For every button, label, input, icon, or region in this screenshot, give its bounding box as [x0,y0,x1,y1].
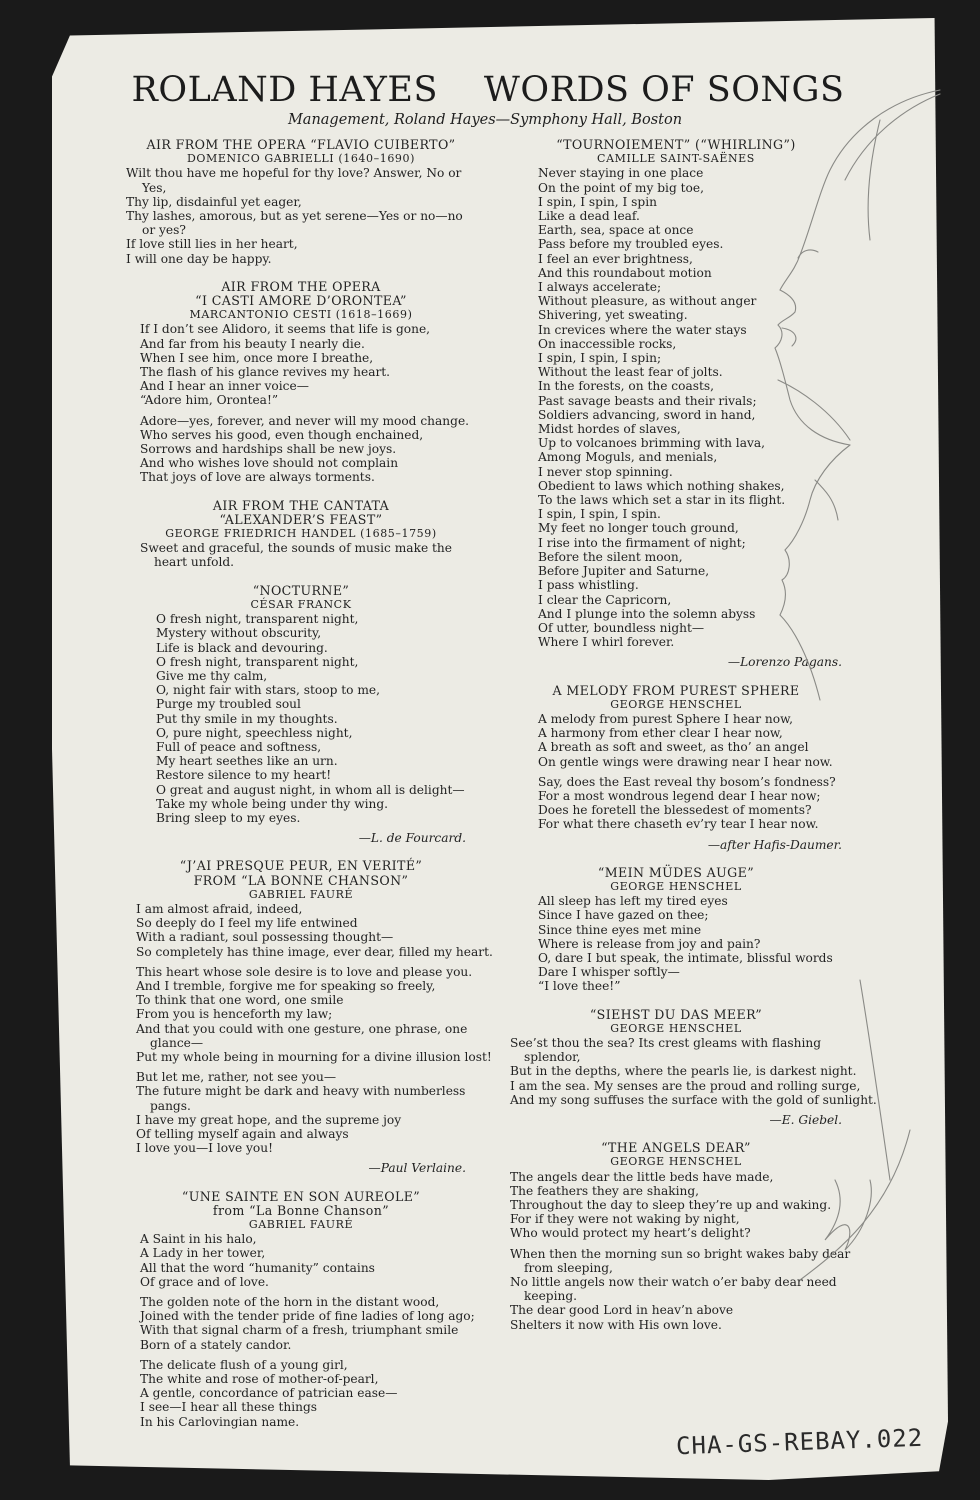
lyric-line: Born of a stately candor. [140,1337,292,1352]
song-block [122,138,480,266]
song-block [122,499,480,570]
lyric-line: In crevices where the water stays [538,322,747,337]
lyric-line: But in the depths, where the pearls lie, is darkest night. [510,1064,857,1079]
song-block [122,1190,480,1429]
lyric-line: With that signal charm of a fresh, triumphant smile [140,1323,459,1338]
lyric-line: “Adore him, Orontea!” [140,393,279,408]
composer: GEORGE HENSCHEL [610,879,742,893]
lyric-line: The dear good Lord in heav’n above [510,1303,734,1318]
lyric-line: I spin, I spin, I spin. [538,507,661,522]
lyric-line: I love you—I love you! [136,1141,274,1156]
stanza [122,1070,480,1155]
lyricist-attribution: —E. Giebel. [769,1113,842,1127]
lyric-line: To the laws which set a star in its flight. [538,493,786,508]
song-title: from “La Bonne Chanson” [212,1202,390,1218]
song-title: “UNE SAINTE EN SON AUREOLE” [181,1188,421,1204]
lyric-line: My feet no longer touch ground, [538,521,739,536]
lyric-line: O great and august night, in whom all is delight— [156,782,465,797]
lyric-line: Joined with the tender pride of fine ladies of long ago; [140,1309,475,1324]
lyric-line: Shelters it now with His own love. [510,1317,722,1332]
lyric-line: Since thine eyes met mine [538,922,702,937]
lyricist-attribution: —Lorenzo Pagans. [727,655,842,670]
lyric-line: Where is release from joy and pain? [538,936,761,951]
lyric-line: For a most wondrous legend dear I hear now; [538,788,821,803]
stanza [496,1035,877,1107]
lyric-line: Where I whirl forever. [538,635,675,650]
lyric-line: For if they were not waking by night, [510,1212,740,1227]
composer: CAMILLE SAINT-SAËNES [597,152,755,166]
lyric-line: glance— [150,1035,204,1050]
lyric-line: On inaccessible rocks, [538,336,677,351]
lyric-line: But let me, rather, not see you— [136,1070,337,1085]
page-title [108,70,868,110]
song-title: AIR FROM THE OPERA “FLAVIO CUIBERTO” [146,137,456,152]
lyric-line: O, dare I but speak, the intimate, blissful words [538,950,833,965]
lyricist-attribution: —after Hafis-Daumer. [707,837,842,852]
lyric-line: Since I have gazed on thee; [538,908,709,923]
lyric-line: A Saint in his halo, [140,1232,257,1247]
song-title: “MEIN MÜDES AUGE” [597,864,755,880]
song-title: “ALEXANDER’S FEAST” [219,511,383,527]
lyric-line: From you is henceforth my law; [136,1007,333,1022]
lyric-line: Shivering, yet sweating. [538,308,688,323]
composer: GEORGE FRIEDRICH HANDEL (1685–1759) [165,527,437,541]
stanza [122,166,480,265]
song-block [122,858,493,1176]
lyric-line: heart unfold. [154,555,235,570]
stanza [122,541,480,569]
lyric-line: Give me thy calm, [156,668,268,683]
lyric-line: Sweet and graceful, the sounds of music make the [140,541,452,556]
song-title: “TOURNOIEMENT” (“WHIRLING”) [556,137,796,152]
song-block [496,1141,856,1332]
stanza [496,894,856,993]
lyric-line: And I plunge into the solemn abyss [538,606,756,621]
lyric-line: Before the silent moon, [538,549,683,564]
stanza [122,612,480,825]
lyric-line: The white and rose of mother-of-pearl, [140,1372,379,1387]
lyric-line: When then the morning sun so bright wakes baby dear [510,1246,851,1261]
lyric-line: O, pure night, speechless night, [156,725,353,740]
lyric-line: The golden note of the horn in the distant wood, [140,1295,440,1310]
lyric-line: The feathers they are shaking, [510,1183,700,1198]
lyric-line: Who serves his good, even though enchained, [140,427,424,442]
song-title: AIR FROM THE CANTATA [212,497,390,513]
right-column [496,137,877,1346]
lyric-line: Throughout the day to sleep they’re up and waking. [510,1198,832,1213]
lyric-line: I will one day be happy. [126,251,272,266]
lyric-line: I have my great hope, and the supreme joy [136,1112,402,1127]
lyric-line: Take my whole being under thy wing. [156,796,389,811]
stanza [122,1295,480,1352]
song-block [496,1006,877,1128]
composer: GEORGE HENSCHEL [610,697,742,711]
lyric-line: A melody from purest Sphere I hear now, [538,711,793,726]
lyric-line: And I hear an inner voice— [140,379,309,394]
song-block [122,280,480,485]
lyric-line: On the point of my big toe, [538,180,704,195]
lyric-line: from sleeping, [524,1260,613,1275]
composer: MARCANTONIO CESTI (1618–1669) [189,308,413,322]
lyric-line: Never staying in one place [538,166,704,181]
lyric-line: The future might be dark and heavy with numberless [136,1084,466,1099]
lyric-line: I spin, I spin, I spin [538,194,657,209]
lyric-line: I pass whistling. [538,578,639,593]
lyric-line: And I tremble, forgive me for speaking so freely, [136,978,436,993]
lyric-line: The flash of his glance revives my heart. [140,365,391,380]
lyric-line: And that you could with one gesture, one phrase, one [136,1021,468,1036]
stanza [496,1247,856,1332]
lyric-line: Of utter, boundless night— [538,620,705,635]
lyric-line: No little angels now their watch o’er baby dear need [510,1275,837,1290]
lyric-line: pangs. [150,1098,191,1113]
lyric-line: O fresh night, transparent night, [156,612,359,627]
song-title: “NOCTURNE” [252,582,350,598]
composer: GABRIEL FAURÉ [248,1218,354,1232]
management-subtitle: Management, Roland Hayes—Symphony Hall, Boston [287,112,683,128]
song-block [496,138,856,670]
lyric-line: I clear the Capricorn, [538,592,672,607]
stanza [122,1232,480,1289]
lyric-line: With a radiant, soul possessing thought— [136,930,394,945]
lyric-line: My heart seethes like an urn. [156,754,338,769]
lyric-line: Of grace and of love. [140,1274,269,1289]
lyric-line: To think that one word, one smile [136,993,344,1008]
lyric-line: O, night fair with stars, stoop to me, [156,683,381,698]
song-title: “SIEHST DU DAS MEER” [589,1006,763,1022]
lyric-line: Among Moguls, and menials, [538,450,718,465]
lyric-line: Up to volcanoes brimming with lava, [538,436,765,451]
lyric-line: I am almost afraid, indeed, [136,901,303,916]
lyric-line: keeping. [524,1289,578,1304]
song-block [496,866,856,994]
lyric-line: Purge my troubled soul [156,697,301,712]
stanza [122,1358,480,1429]
lyric-line: I see—I hear all these things [140,1400,318,1415]
lyric-line: splendor, [524,1050,581,1065]
song-title: AIR FROM THE OPERA [221,278,381,294]
lyric-line: I never stop spinning. [538,464,673,479]
lyric-line: This heart whose sole desire is to love and please you. [136,964,473,979]
composer: GEORGE HENSCHEL [610,1021,742,1035]
lyric-line: “I love thee!” [538,979,621,994]
lyric-line: I spin, I spin, I spin; [538,351,662,366]
lyric-line: Pass before my troubled eyes. [538,237,724,252]
lyric-line: Without the least fear of jolts. [538,365,723,380]
lyric-line: All sleep has left my tired eyes [538,894,728,909]
lyric-line: All that the word “humanity” contains [140,1260,375,1275]
lyric-line: Full of peace and softness, [156,739,322,754]
lyric-line: So deeply do I feel my life entwined [136,916,358,931]
lyric-line: The delicate flush of a young girl, [140,1357,348,1372]
lyric-line: And far from his beauty I nearly die. [140,336,365,351]
lyric-line: Life is black and devouring. [156,640,328,655]
stanza [496,1170,856,1241]
title-name: ROLAND HAYES [131,70,438,110]
lyric-line: The angels dear the little beds have made, [510,1169,774,1184]
lyric-line: Obedient to laws which nothing shakes, [538,478,785,493]
song-title: “J’AI PRESQUE PEUR, EN VERITÉ” [179,858,423,874]
lyric-line: In his Carlovingian name. [140,1414,300,1429]
lyric-line: And who wishes love should not complain [140,456,399,471]
lyricist-attribution: —L. de Fourcard. [358,831,466,846]
composer: GABRIEL FAURÉ [248,887,354,901]
lyric-line: I am the sea. My senses are the proud and rolling surge, [510,1078,861,1093]
lyric-line: That joys of love are always torments. [140,470,375,485]
archive-code-handwritten: CHA-GS-REBAY.022 [675,1423,924,1461]
lyric-line: or yes? [142,223,186,238]
lyric-line: A harmony from ether clear I hear now, [538,726,783,741]
lyric-line: O fresh night, transparent night, [156,654,359,669]
stanza [122,964,492,1064]
lyric-line: Say, does the East reveal thy bosom’s fondness? [538,774,836,789]
stanza [122,901,493,959]
lyric-line: So completely has thine image, ever dear, filled my heart. [136,944,493,959]
composer: CÉSAR FRANCK [250,597,352,611]
song-title: A MELODY FROM PUREST SPHERE [552,682,800,698]
stanza [496,775,856,832]
lyric-line: Thy lip, disdainful yet eager, [126,194,302,209]
song-block [496,684,856,852]
lyric-line: Past savage beasts and their rivals; [538,393,757,408]
lyric-line: Earth, sea, space at once [538,223,694,238]
stanza [122,414,480,485]
lyric-line: When I see him, once more I breathe, [140,350,374,365]
lyric-line: Dare I whisper softly— [538,965,680,980]
lyric-line: Of telling myself again and always [136,1127,349,1141]
lyric-line: Who would protect my heart’s delight? [510,1226,751,1241]
lyric-line: Does he foretell the blessedest of moments? [538,803,812,818]
lyric-line: Soldiers advancing, sword in hand, [538,407,756,422]
lyric-line: I rise into the firmament of night; [538,535,746,550]
lyricist-attribution: —Paul Verlaine. [368,1161,466,1176]
stanza [122,322,480,407]
lyric-line: And this roundabout motion [538,265,712,280]
lyric-line: Yes, [142,180,167,195]
lyric-line: Before Jupiter and Saturne, [538,564,710,579]
lyric-line: On gentle wings were drawing near I hear now. [538,754,833,769]
stanza [496,166,856,649]
song-title: FROM “LA BONNE CHANSON” [193,872,409,888]
lyric-line: Mystery without obscurity, [156,626,322,641]
lyric-line: Bring sleep to my eyes. [156,810,301,825]
lyric-line: If I don’t see Alidoro, it seems that life is gone, [140,322,431,337]
lyric-line: Put thy smile in my thoughts. [156,711,338,726]
lyric-line: I always accelerate; [538,280,662,295]
song-title: “I CASTI AMORE D’ORONTEA” [195,293,407,309]
lyric-line: A Lady in her tower, [140,1246,266,1261]
stanza [496,712,856,769]
title-words-of-songs: WORDS OF SONGS [483,70,845,110]
composer: DOMENICO GABRIELLI (1640–1690) [186,152,416,166]
lyric-line: Midst hordes of slaves, [538,422,681,437]
lyric-line: In the forests, on the coasts, [538,379,715,394]
left-column [122,137,493,1443]
lyric-line: Thy lashes, amorous, but as yet serene—Yes or no—no [126,209,463,224]
lyric-line: Restore silence to my heart! [156,768,332,783]
lyric-line: A breath as soft and sweet, as tho’ an angel [538,740,809,755]
lyric-line: Adore—yes, forever, and never will my mood change. [140,413,470,428]
song-block [122,584,480,846]
lyric-line: Sorrows and hardships shall be new joys. [140,442,397,457]
lyric-line: See’st thou the sea? Its crest gleams with flashing [510,1035,822,1050]
lyric-line: For what there chaseth ev’ry tear I hear now. [538,817,819,832]
lyric-line: A gentle, concordance of patrician ease— [140,1386,398,1401]
lyric-line: Put my whole being in mourning for a divine illusion lost! [136,1049,492,1064]
lyric-line: I feel an ever brightness, [538,251,693,266]
lyric-line: Like a dead leaf. [538,209,640,224]
lyric-line: Wilt thou have me hopeful for thy love? Answer, No or [126,166,462,181]
lyric-line: If love still lies in her heart, [126,237,298,252]
lyric-line: And my song suffuses the surface with the gold of sunlight. [510,1092,877,1107]
song-title: “THE ANGELS DEAR” [601,1140,751,1156]
lyric-line: Without pleasure, as without anger [538,294,757,309]
composer: GEORGE HENSCHEL [610,1155,742,1169]
